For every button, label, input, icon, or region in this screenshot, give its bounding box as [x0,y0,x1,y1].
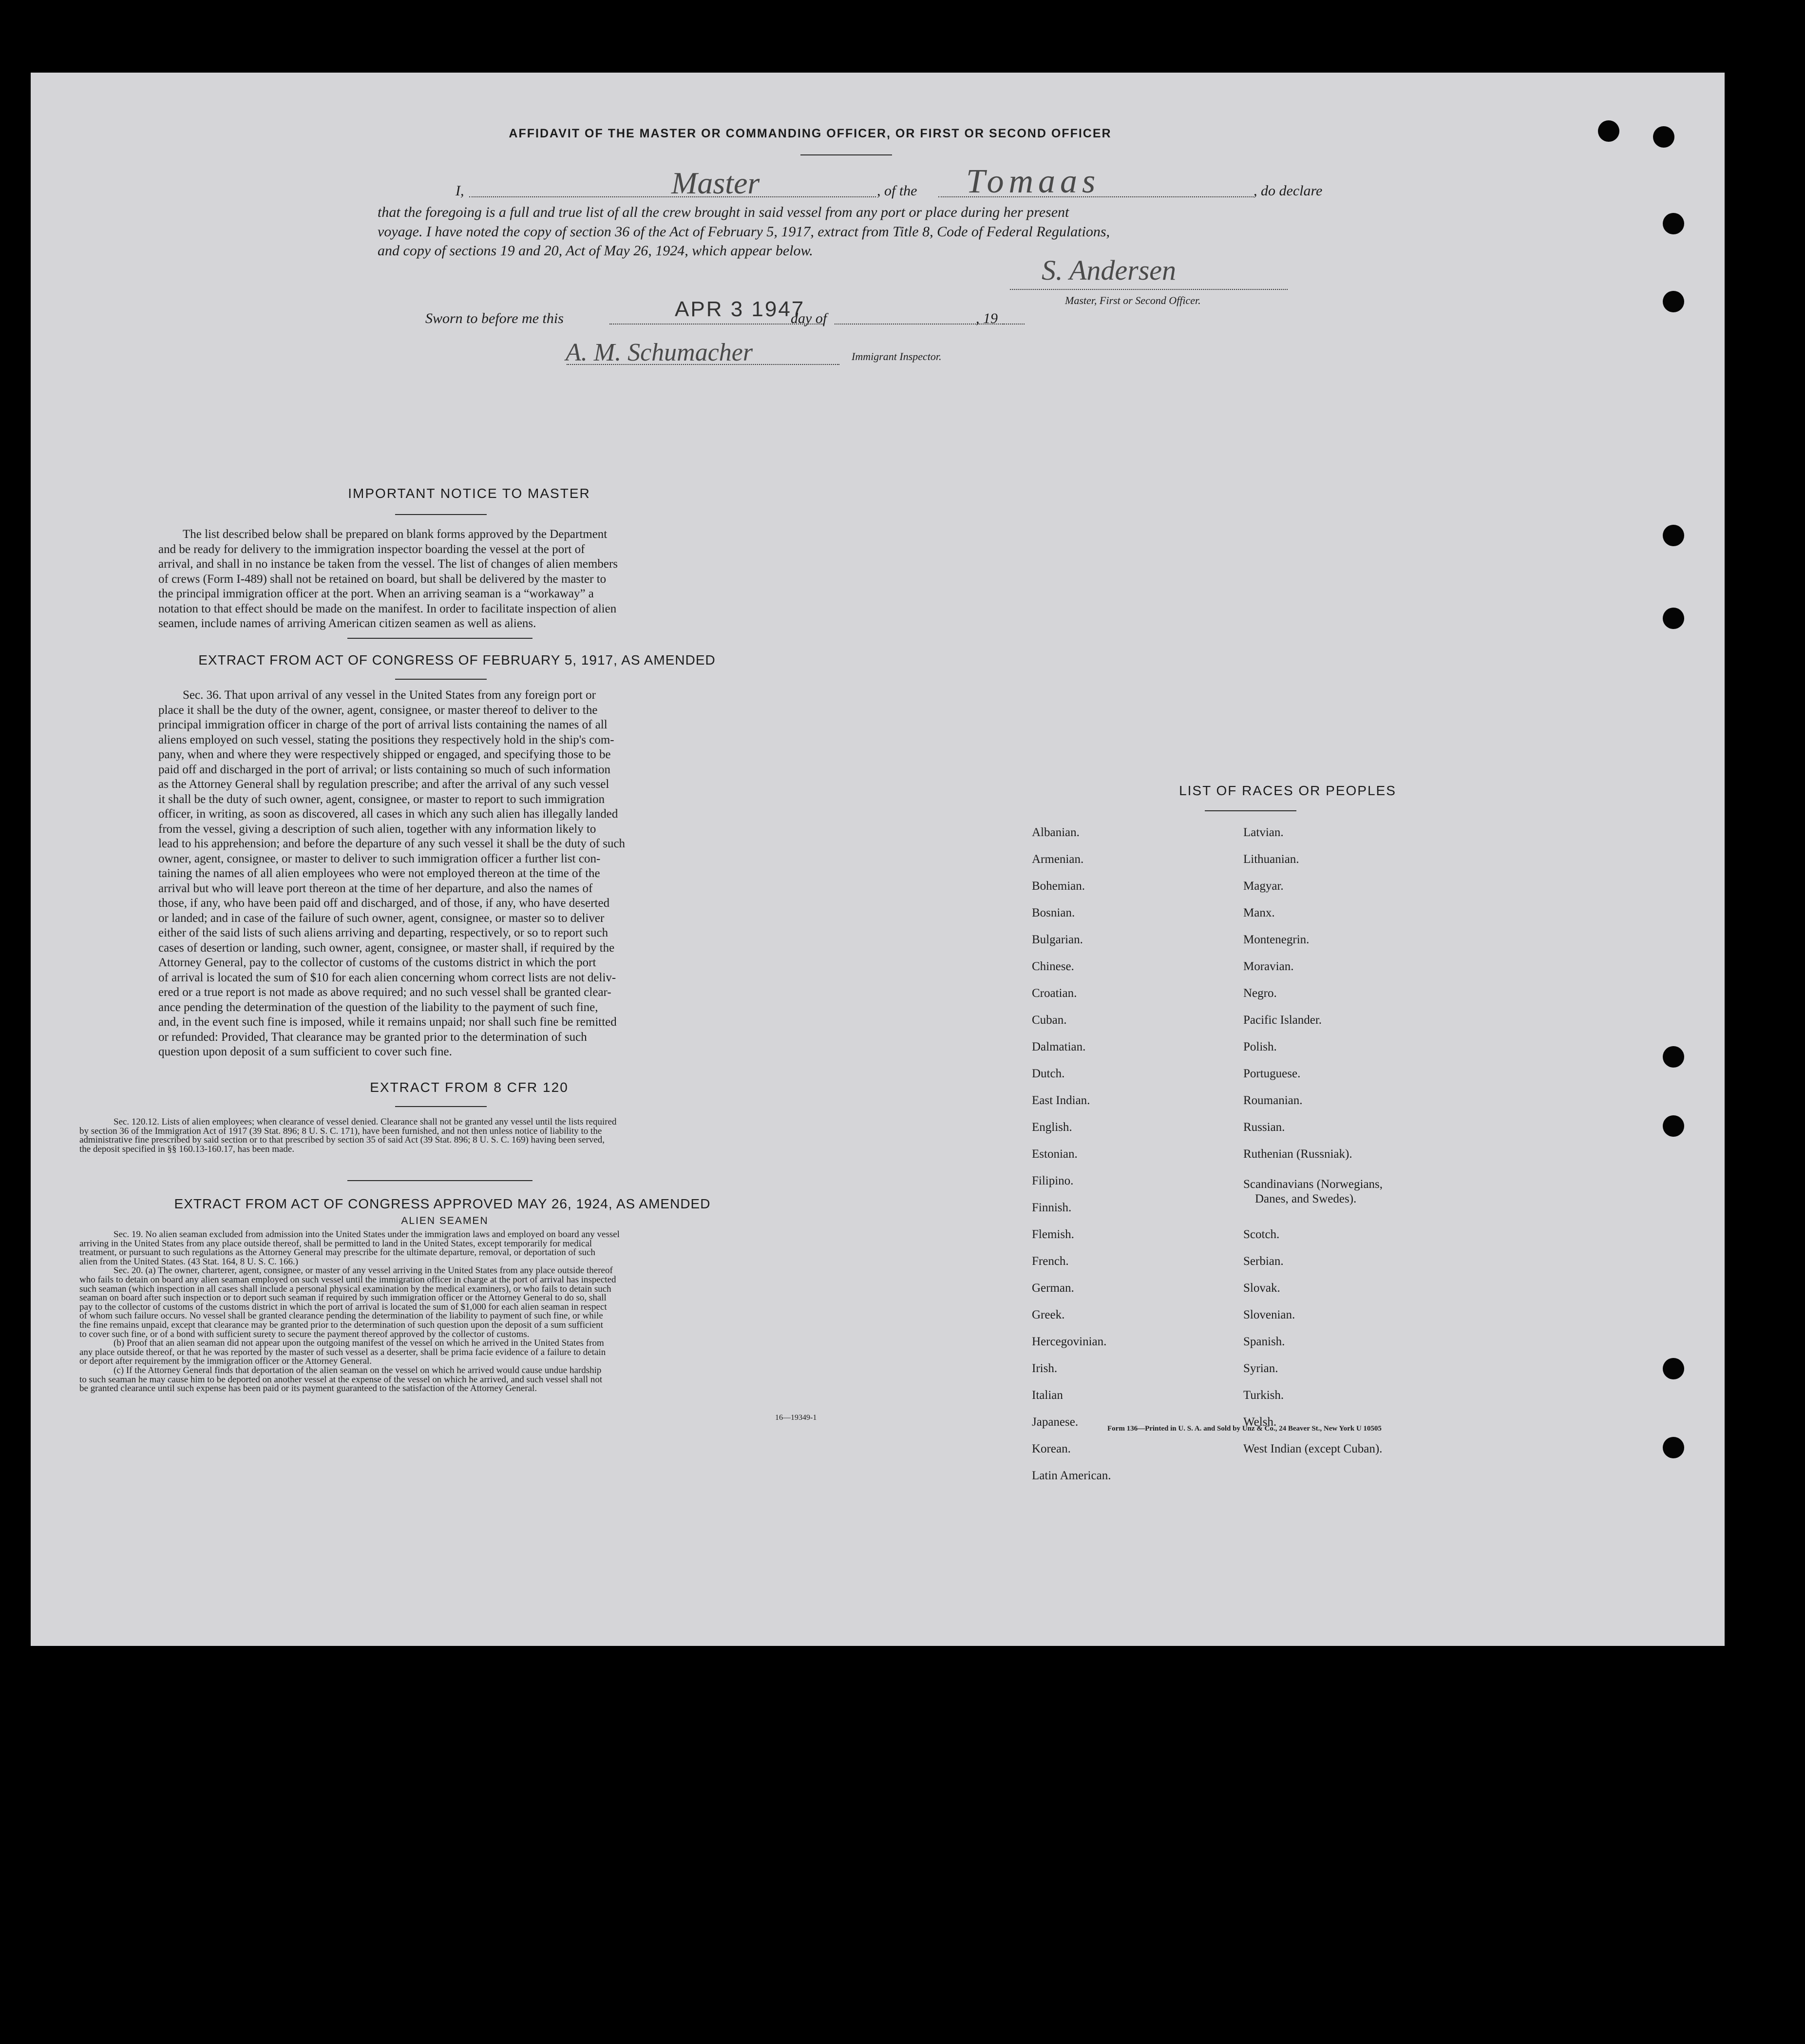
races-title: LIST OF RACES OR PEOPLES [1179,783,1396,798]
race-item: Flemish. [1032,1228,1074,1241]
race-item: Cuban. [1032,1013,1067,1027]
extract-1917-line: question upon deposit of a sum sufficient to cover such fine. [158,1045,452,1058]
extract-1924-line: (b) Proof that an alien seaman did not appear upon the outgoing manifest of the vessel on which he arrived in the United States from [114,1338,604,1349]
extract-1924-line: pay to the collector of customs of the customs district in which the port of arrival is located the sum of $1,000 for each alien seaman in respect [79,1301,607,1312]
extract-1917-line: and, in the event such fine is imposed, while it remains unpaid; nor shall such fine be remitted [158,1015,617,1029]
divider [395,1106,487,1107]
extract-1924-line: or deport after requirement by the immigration officer or the Attorney General. [79,1356,372,1367]
extract-1924-line: be granted clearance until such expense has been paid or its payment guaranteed to the satisfaction of the Attorney General. [79,1383,537,1394]
races-column-1 [1032,826,1236,2044]
document-page [31,73,1725,1646]
extract-1924-line: to cover such fine, or of a bond with sufficient surety to secure the payment thereof approved by the collector of customs. [79,1329,530,1339]
extract-1917-line: officer, in writing, as soon as discovered, all cases in which any such alien has illegally landed [158,807,618,821]
race-item: Moravian. [1243,960,1294,973]
race-item: Scotch. [1243,1228,1280,1241]
extract-1924-line: the fine remains unpaid, except that clearance may be granted prior to the determination of such question upon the deposit of a sum sufficient [79,1319,603,1330]
vessel-handwriting: Tomaas [966,163,1101,200]
extract-1917-line: either of the said lists of such aliens arriving and departing, respectively, or so to report such [158,926,608,939]
race-item: Dalmatian. [1032,1040,1086,1053]
race-item: Albanian. [1032,826,1080,839]
race-item: German. [1032,1281,1074,1295]
race-item: Russian. [1243,1121,1285,1134]
extract-1924-line: of whom such failure occurs. No vessel shall be granted clearance pending the determination of the liability to payment of such fine, or while [79,1311,603,1321]
extract-1924-line: to such seaman he may cause him to be deported on another vessel at the expense of the vessel on which he arrived, and such vessel shall not [79,1374,603,1385]
notice-line: and be ready for delivery to the immigration inspector boarding the vessel at the port of [158,542,585,556]
race-item: Latin American. [1032,1469,1111,1482]
race-item: Croatian. [1032,987,1077,1000]
master-handwriting: Master [671,166,760,200]
form-code: 16—19349-1 [775,1414,817,1422]
day-of-label: day of [791,310,827,326]
extract-1924-line: seaman on board after such inspection or to deport such seaman if required by such immigration officer or the Attorney General to do so, shall [79,1293,607,1303]
race-item: Roumanian. [1243,1094,1303,1107]
form-footer: Form 136—Printed in U. S. A. and Sold by Unz & Co., 24 Beaver St., New York U 10505 [1107,1425,1382,1433]
punch-hole [1653,126,1674,148]
affidavit-line-4: and copy of sections 19 and 20, Act of May 26, 1924, which appear below. [378,243,813,259]
race-item: Chinese. [1032,960,1074,973]
race-item: Lithuanian. [1243,853,1299,866]
date-stamp: APR 3 1947 [675,297,805,321]
race-item: Magyar. [1243,879,1284,893]
divider [347,1180,532,1181]
race-item: Montenegrin. [1243,933,1310,946]
divider [347,638,532,639]
extract-1917-line: Sec. 36. That upon arrival of any vessel in the United States from any foreign port or [183,688,596,702]
master-signature: S. Andersen [1042,254,1177,286]
divider [800,154,892,155]
race-item: Armenian. [1032,853,1084,866]
race-item: Negro. [1243,987,1277,1000]
race-item: Bohemian. [1032,879,1085,893]
extract-1917-line: arrival but who will leave port thereon at the time of her departure, and also the names of [158,881,593,895]
extract-1924-body [79,1230,849,1394]
extract-1924-line: who fails to detain on board any alien seaman employed on such vessel until the immigration officer in charge at the port of arrival has inspected [79,1274,616,1285]
race-item: Filipino. [1032,1174,1074,1187]
sworn-label: Sworn to before me this [425,310,564,326]
race-item: Syrian. [1243,1362,1278,1375]
race-item: Spanish. [1243,1335,1285,1348]
race-item: Scandinavians (Norwegians, [1243,1178,1383,1191]
extract-1917-line: those, if any, who have been paid off and discharged, and of those, if any, who have deserted [158,897,610,910]
extract-1924-line: Sec. 19. No alien seaman excluded from admission into the United States under the immigration laws and employed on board any vessel [114,1229,620,1240]
extract-1917-line: Attorney General, pay to the collector of customs of the customs district in which the port [158,956,596,969]
cfr-body [79,1118,849,1154]
divider [395,679,487,680]
race-item: Bosnian. [1032,906,1075,919]
cfr-line: the deposit specified in §§ 160.13-160.17, has been made. [79,1144,295,1154]
notice-body [158,527,753,631]
punch-hole [1663,213,1684,234]
notice-line: notation to that effect should be made on the manifest. In order to facilitate inspection of alien [158,602,617,615]
punch-hole [1598,120,1619,142]
punch-hole [1663,1115,1684,1137]
extract-1917-line: ance pending the determination of the question of the liability to the payment of such fine, [158,1000,598,1014]
race-item: Finnish. [1032,1201,1072,1214]
extract-1917-title: EXTRACT FROM ACT OF CONGRESS OF FEBRUARY 5, 1917, AS AMENDED [198,652,716,668]
notice-line: the principal immigration officer at the port. When an arriving seaman is a “workaway” a [158,587,594,600]
cfr-line: by section 36 of the Immigration Act of 1917 (39 Stat. 896; 8 U. S. C. 171), have been furnished, and not then unless notice of liability to the [79,1126,602,1136]
extract-1917-body [158,688,758,1060]
punch-hole [1663,291,1684,312]
inspector-signature: A. M. Schumacher [566,339,753,366]
race-item: Irish. [1032,1362,1058,1375]
extract-1917-line: aliens employed on such vessel, stating the positions they respectively hold in the ship's com- [158,733,614,746]
extract-1917-line: place it shall be the duty of the owner, agent, consignee, or master thereof to deliver to the [158,703,598,717]
extract-1917-line: ered or a true report is not made as above required; and no such vessel shall be granted clear- [158,986,611,999]
notice-line: arrival, and shall in no instance be taken from the vessel. The list of changes of alien members [158,557,618,571]
punch-hole [1663,608,1684,629]
cfr-line: Sec. 120.12. Lists of alien employees; when clearance of vessel denied. Clearance shall not be granted any vessel until the lists required [114,1117,617,1127]
extract-1917-line: as the Attorney General shall by regulation prescribe; and after the arrival of any such vessel [158,778,609,791]
race-item: Japanese. [1032,1415,1079,1429]
extract-1917-line: pany, when and where they were respectively shipped or engaged, and specifying those to be [158,748,611,761]
do-declare-label: , do declare [1254,183,1323,199]
extract-1917-line: from the vessel, giving a description of such alien, together with any information likely to [158,822,596,836]
signature-line [1010,289,1288,290]
notice-line: The list described below shall be prepared on blank forms approved by the Department [183,528,608,541]
race-item: French. [1032,1255,1069,1268]
inspector-label: Immigrant Inspector. [852,350,942,363]
extract-1924-line: Sec. 20. (a) The owner, charterer, agent, consignee, or master of any vessel arriving in the United States from any place outside thereof [114,1265,613,1276]
affidavit-line-3: voyage. I have noted the copy of section 36 of the Act of February 5, 1917, extract from Title 8, Code of Federal Regulations, [378,224,1110,240]
race-item: Bulgarian. [1032,933,1083,946]
year-line [1003,324,1025,325]
race-item: Estonian. [1032,1147,1078,1161]
notice-title: IMPORTANT NOTICE TO MASTER [348,486,590,501]
race-item: Slovak. [1243,1281,1280,1295]
race-item: Turkish. [1243,1389,1284,1402]
punch-hole [1663,1437,1684,1458]
affidavit-i: I, [456,183,464,199]
race-item: Latvian. [1243,826,1284,839]
extract-1917-line: or refunded: Provided, That clearance may be granted prior to the determination of such [158,1030,587,1044]
extract-1924-line: treatment, or pursuant to such regulations as the Attorney General may prescribe for the ultimate departure, removal, or deportation of such [79,1247,595,1258]
race-item: English. [1032,1121,1072,1134]
punch-hole [1663,1046,1684,1068]
extract-1924-subtitle: ALIEN SEAMEN [401,1215,489,1226]
extract-1917-line: lead to his apprehension; and before the departure of any such vessel it shall be the duty of such [158,837,626,850]
punch-hole [1663,1358,1684,1379]
race-item: Polish. [1243,1040,1277,1053]
cfr-title: EXTRACT FROM 8 CFR 120 [370,1080,569,1095]
race-item: Serbian. [1243,1255,1284,1268]
extract-1917-line: principal immigration officer in charge of the port of arrival lists containing the names of all [158,718,608,731]
extract-1917-line: cases of desertion or landing, such owner, agent, consignee, or master shall, if required by the [158,941,615,955]
of-the-label: , of the [877,183,917,199]
extract-1924-title: EXTRACT FROM ACT OF CONGRESS APPROVED MAY 26, 1924, AS AMENDED [174,1196,711,1211]
race-item: Slovenian. [1243,1308,1295,1321]
extract-1924-line: such seaman (which inspection in all cases shall include a personal physical examination by the medical examiners), or who fails to detain such [79,1283,611,1294]
extract-1917-line: owner, agent, consignee, or master to deliver to such immigration officer a further list con- [158,852,601,865]
year-label: , 19 [976,310,998,326]
race-item: Ruthenian (Russniak). [1243,1147,1352,1161]
race-item: Welsh. [1243,1415,1277,1429]
extract-1917-line: or landed; and in case of the failure of such owner, agent, consignee, or master so to deliver [158,911,605,925]
race-item: Pacific Islander. [1243,1013,1322,1027]
race-item: Danes, and Swedes). [1255,1192,1357,1205]
extract-1917-line: paid off and discharged in the port of arrival; or lists containing so much of such information [158,763,611,776]
race-item: Dutch. [1032,1067,1065,1080]
master-label: Master, First or Second Officer. [1065,294,1201,306]
extract-1917-line: it shall be the duty of such owner, agent, consignee, or master to report to such immigration [158,792,605,806]
extract-1924-line: (c) If the Attorney General finds that deportation of the alien seaman on the vessel on which he arrived would cause undue hardship [114,1365,602,1375]
extract-1924-line: alien from the United States. (43 Stat. 164, 8 U. S. C. 166.) [79,1256,299,1267]
cfr-line: administrative fine prescribed by said section or to that prescribed by section 35 of said Act (39 Stat. 896; 8 U. S. C. 169) having been served, [79,1135,605,1146]
notice-line: of crews (Form I-489) shall not be retained on board, but shall be delivered by the master to [158,572,607,586]
race-item: Greek. [1032,1308,1065,1321]
affidavit-title: AFFIDAVIT OF THE MASTER OR COMMANDING OFFICER, OR FIRST OR SECOND OFFICER [509,127,1112,140]
punch-hole [1663,525,1684,546]
race-item: Manx. [1243,906,1275,919]
extract-1917-line: taining the names of all alien employees who were not employed thereon at the time of the [158,867,600,880]
race-item: Portuguese. [1243,1067,1301,1080]
divider [1205,810,1296,811]
extract-1917-line: of arrival is located the sum of $10 for each alien concerning whom correct lists are not deliv- [158,971,616,984]
race-item: Hercegovinian. [1032,1335,1107,1348]
race-item: Italian [1032,1389,1063,1402]
race-item: East Indian. [1032,1094,1090,1107]
extract-1924-line: arriving in the United States from any place outside thereof, shall be permitted to land in the United States, except temporarily for medical [79,1238,592,1249]
notice-line: seamen, include names of arriving American citizen seamen as well as aliens. [158,617,536,630]
race-item: Korean. [1032,1442,1071,1455]
affidavit-line-2: that the foregoing is a full and true list of all the crew brought in said vessel from any port or place during her present [378,204,1069,220]
divider [395,514,487,515]
extract-1924-line: any place outside thereof, or that he was reported by the master of such vessel as a deserter, shall be prima facie evidence of a failure to detain [79,1347,606,1357]
inspector-line [567,364,839,365]
races-column-2 [1243,826,1448,2044]
race-item: West Indian (except Cuban). [1243,1442,1383,1455]
